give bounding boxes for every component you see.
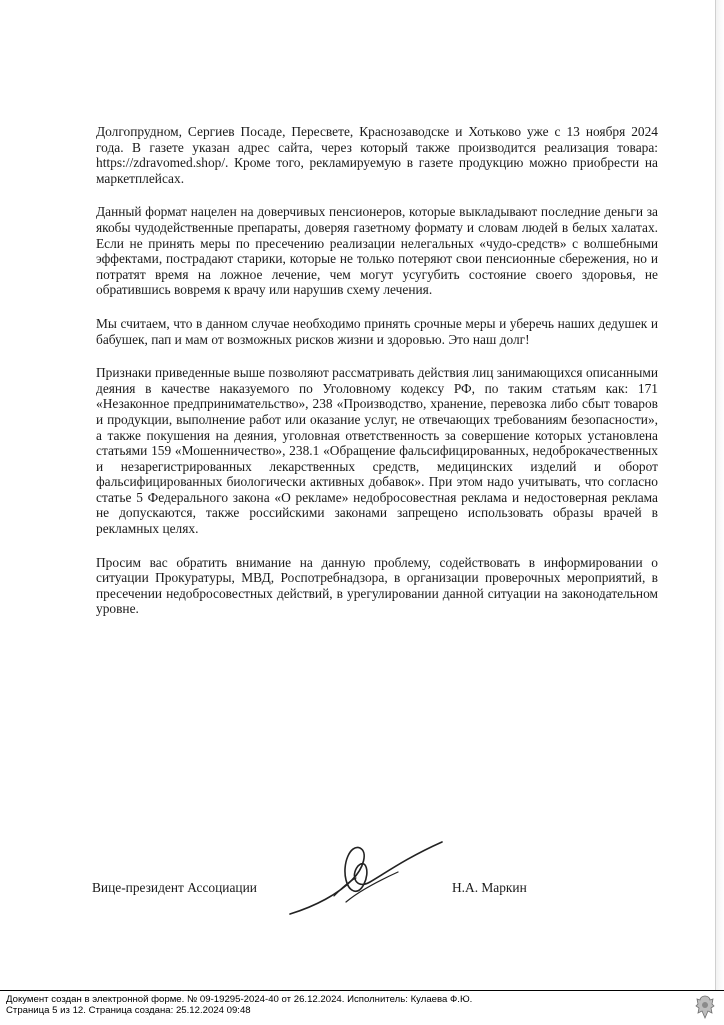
handwritten-signature [286,836,446,920]
footer-document-info: Документ создан в электронной форме. № 09-19295-2024-40 от 26.12.2024. Исполнитель: Кулаева Ф.Ю. [6,994,473,1005]
footer-page-info: Страница 5 из 12. Страница создана: 25.12.2024 09:48 [6,1005,251,1016]
signature-block [92,880,612,900]
document-footer [0,990,724,1025]
coat-of-arms-icon [694,993,716,1021]
letter-paragraph-1: Долгопрудном, Сергиев Посаде, Пересвете, Краснозаводске и Хотьково уже с 13 ноября 2024 года. В газете указан адрес сайта, через который также производится реализация товара: https://zdravomed.shop/. Кроме того, рекламируемую в газете продукцию можно приобрести на маркетплейсах. [96,124,658,186]
letter-body [96,124,658,635]
letter-paragraph-3: Мы считаем, что в данном случае необходимо принять срочные меры и уберечь наших дедушек и бабушек, пап и мам от возможных рисков жизни и здоровью. Это наш долг! [96,315,658,347]
signer-title: Вице-президент Ассоциации [92,880,257,895]
scan-page-edge [715,0,724,990]
signer-name: Н.А. Маркин [452,880,527,895]
letter-paragraph-5: Просим вас обратить внимание на данную проблему, содействовать в информировании о ситуации Прокуратуры, МВД, Роспотребнадзора, в организации проверочных мероприятий, в пресечении недобросовестных действий, в урегулировании данной ситуации на законодательном уровне. [96,554,658,617]
letter-paragraph-4: Признаки приведенные выше позволяют рассматривать действия лиц занимающихся описанными деяния в качестве наказуемого по Уголовному кодексу РФ, по таким статьям как: 171 «Незаконное предпринимательство», 238 «Производство, хранение, перевозка либо сбыт товаров и продукции, выполнение работ или оказание услуг, не отвечающих требованиям безопасности», а также покушения на деяния, уголовная ответственность за совершение которых установлена статьями 159 «Мошенничество», 238.1 «Обращение фальсифицированных, недоброкачественных и незарегистрированных лекарственных средств, медицинских изделий и оборот фальсифицированных биологически активных добавок». При этом надо учитывать, что согласно статье 5 Федерального закона «О рекламе» недобросовестная реклама и недостоверная реклама не допускаются, также российскими законами запрещено использовать образы врачей в рекламных целях. [96,365,658,537]
letter-paragraph-2: Данный формат нацелен на доверчивых пенсионеров, которые выкладывают последние деньги за якобы чудодейственные препараты, доверяя газетному формату и словам людей в белых халатах. Если не принять меры по пресечению реализации нелегальных «чудо-средств» с волшебными эффектами, пострадают старики, которые не только потеряют свои пенсионные сбережения, но и потратят время на ложное лечение, чем могут усугубить состояние своего здоровья, не обратившись вовремя к врачу или нарушив схему лечения. [96,204,658,298]
